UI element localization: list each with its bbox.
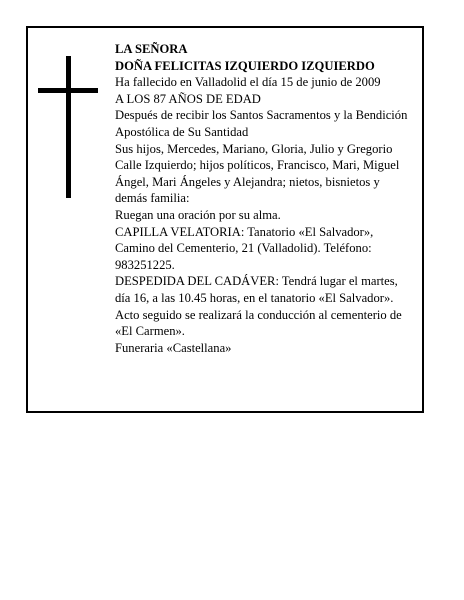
cross-icon: [38, 56, 98, 198]
prayer-text: Ruegan una oración por su alma.: [115, 207, 281, 222]
funeral-home-text: Funeraria «Castellana»: [115, 340, 232, 355]
deceased-name: DOÑA FELICITAS IZQUIERDO IZQUIERDO: [115, 58, 375, 73]
sacraments-text: Después de recibir los Santos Sacramentos y la Bendición Apostólica de Su Santidad: [115, 108, 408, 139]
farewell-text: DESPEDIDA DEL CADÁVER: Tendrá lugar el martes, día 16, a las 10.45 horas, en el tanatorio «El Salvador». Acto seguido se realizará la conducción al cementerio de «El Carmen».: [115, 274, 402, 339]
family-text: Sus hijos, Mercedes, Mariano, Gloria, Julio y Gregorio Calle Izquierdo; hijos políticos, Francisco, Mari, Miguel Ángel, Mari Ángeles y Alejandra; nietos, bisnietos y demás familia:: [115, 141, 400, 206]
death-line: Ha fallecido en Valladolid el día 15 de junio de 2009: [115, 75, 381, 90]
cross-horizontal-bar: [38, 88, 98, 93]
obituary-notice: [26, 26, 424, 413]
chapel-text: CAPILLA VELATORIA: Tanatorio «El Salvador», Camino del Cementerio, 21 (Valladolid). Teléfono: 983251225.: [115, 224, 374, 272]
age-line: A LOS 87 AÑOS DE EDAD: [115, 91, 261, 106]
cross-vertical-bar: [66, 56, 71, 198]
notice-title: LA SEÑORA: [115, 42, 188, 56]
notice-text: [115, 41, 415, 356]
